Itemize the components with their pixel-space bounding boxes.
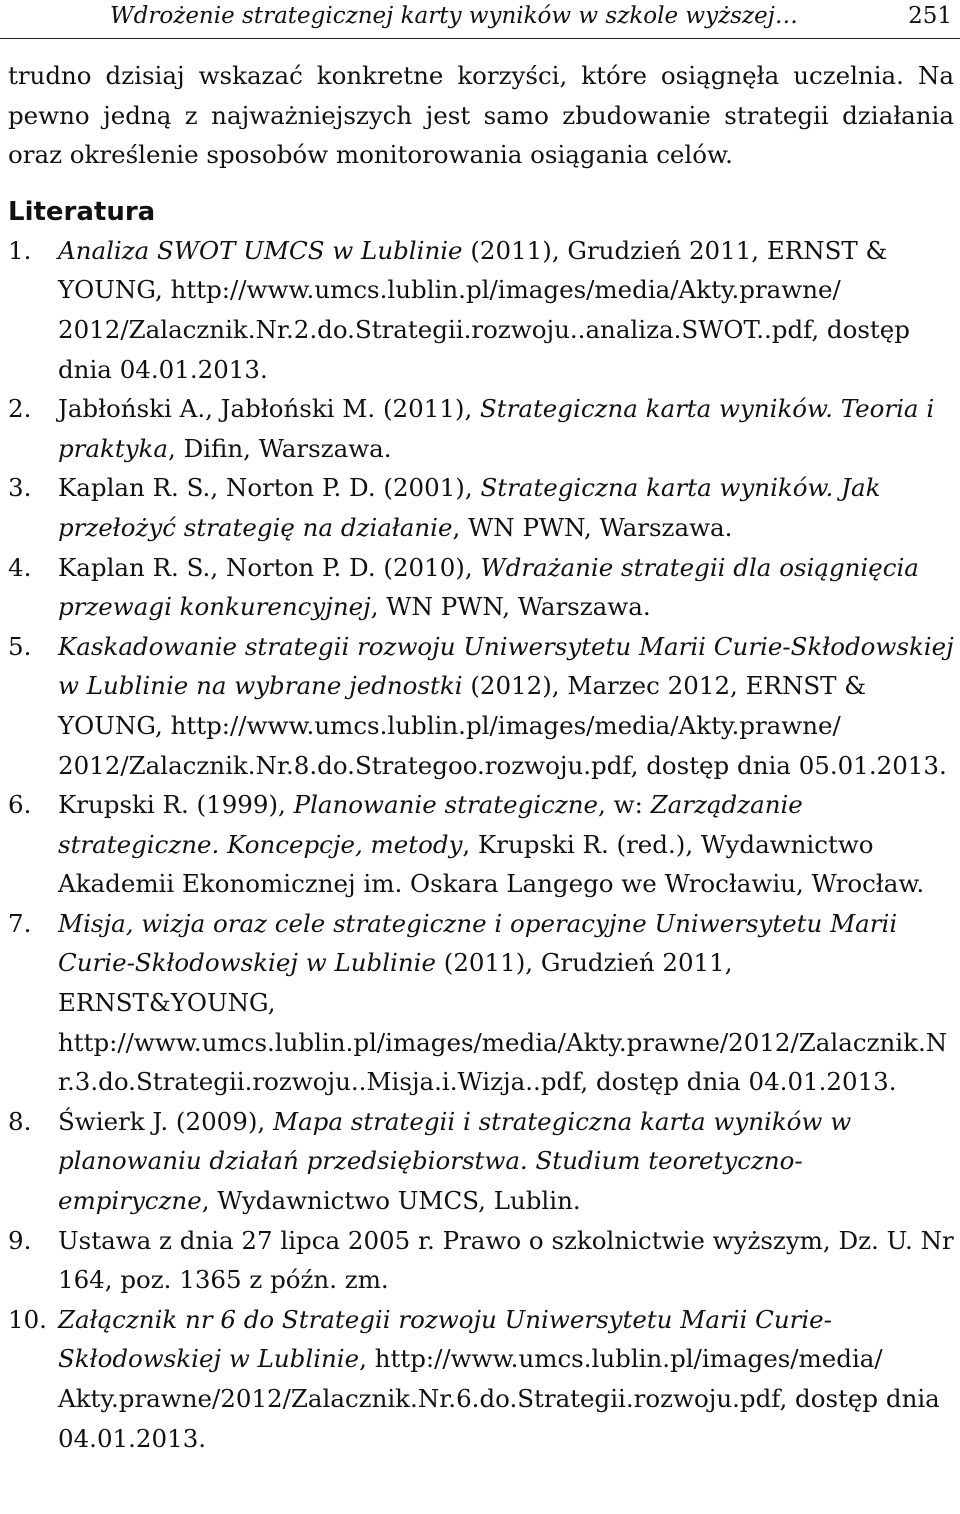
- page-number: 251: [908, 3, 952, 29]
- reference-title-italic: Wdrażanie strategii dla osiągnięcia przewagi konkurencyjnej: [58, 552, 919, 622]
- reference-title-italic: Planowanie strategiczne: [293, 790, 599, 820]
- reference-text-part: Krupski R. (1999),: [58, 790, 294, 820]
- reference-text: [58, 785, 954, 904]
- reference-text: [58, 1221, 954, 1300]
- reference-item: [8, 548, 954, 627]
- reference-title-italic: Strategiczna karta wyników. Jak przełożyć strategię na działanie: [58, 473, 881, 542]
- reference-text-part: (2012), Marzec 2012, ERNST & YOUNG, http://www.umcs.lublin.pl/images/media/Akty.prawne/ 2012/Zalacznik.Nr.8.do.Strategoo.rozwoju.pdf, dostęp dnia 05.01.2013.: [58, 671, 947, 780]
- reference-title-italic: Załącznik nr 6 do Strategii rozwoju Uniwersytetu Marii Curie-Skłodowskiej w Lublinie: [58, 1304, 832, 1374]
- running-header: [0, 0, 960, 39]
- reference-number: 9.: [8, 1225, 32, 1255]
- section-heading: Literatura: [8, 196, 156, 227]
- reference-text-part: , WN PWN, Warszawa.: [370, 592, 651, 622]
- reference-item: [8, 627, 954, 785]
- reference-text-part: , Wydawnictwo UMCS, Lublin.: [201, 1186, 581, 1216]
- reference-number: 1.: [8, 235, 32, 265]
- reference-text: [58, 468, 954, 547]
- reference-text-part: , http://www.umcs.lublin.pl/images/media/ Akty.prawne/2012/Zalacznik.Nr.6.do.Strategii.rozwoju.pdf, dostęp dnia 04.01.2013.: [58, 1344, 940, 1453]
- reference-number: 10.: [8, 1304, 47, 1334]
- reference-number: 7.: [8, 908, 32, 938]
- reference-text: [58, 1300, 954, 1458]
- running-title: Wdrożenie strategicznej karty wyników w szkole wyższej…: [110, 3, 798, 29]
- reference-item: [8, 1221, 954, 1300]
- reference-text-part: , Difin, Warszawa.: [168, 433, 392, 463]
- reference-item: [8, 231, 954, 389]
- reference-text: [58, 548, 954, 627]
- reference-title-italic: Mapa strategii i strategiczna karta wyników w planowaniu działań przedsiębiorstwa. Studium teoretyczno-empiryczne: [58, 1106, 852, 1216]
- page-body: [8, 56, 954, 1458]
- reference-text: [58, 231, 954, 389]
- reference-text-part: (2011), Grudzień 2011, ERNST&YOUNG, http://www.umcs.lublin.pl/images/media/Akty.prawne/2012/Zalacznik.Nr.3.do.Strategii.rozwoju..Misja.i.Wizja..pdf, dostęp dnia 04.01.2013.: [58, 948, 948, 1097]
- reference-item: [8, 904, 954, 1102]
- reference-title-italic: Analiza SWOT UMCS w Lublinie: [58, 235, 463, 265]
- reference-title-italic: Kaskadowanie strategii rozwoju Uniwersytetu Marii Curie-Skłodowskiej w Lublinie na wybrane jednostki: [58, 631, 954, 701]
- reference-text-part: , w:: [598, 790, 651, 820]
- reference-title-italic: Strategiczna karta wyników. Teoria i praktyka: [58, 394, 935, 463]
- reference-text: [58, 1102, 954, 1221]
- reference-item: [8, 785, 954, 904]
- reference-item: [8, 1102, 954, 1221]
- reference-number: 6.: [8, 790, 32, 820]
- reference-text-part: Jabłoński A., Jabłoński M. (2011),: [58, 394, 481, 424]
- reference-text-part: , Krupski R. (red.), Wydawnictwo Akademii Ekonomicznej im. Oskara Langego we Wrocławiu, Wrocław.: [58, 829, 925, 899]
- reference-list: [8, 231, 954, 1458]
- reference-title-italic: Zarządzanie strategiczne. Koncepcje, metody: [58, 790, 803, 859]
- reference-item: [8, 468, 954, 547]
- intro-paragraph: trudno dzisiaj wskazać konkretne korzyści, które osiągnęła uczelnia. Na pewno jedną z najważniejszych jest samo zbudowanie strategii działania oraz określenie sposobów monitorowania osiągania celów.: [8, 61, 954, 170]
- reference-number: 2.: [8, 394, 32, 424]
- reference-number: 3.: [8, 473, 32, 503]
- reference-text-part: Kaplan R. S., Norton P. D. (2010),: [58, 552, 481, 582]
- reference-text-part: Ustawa z dnia 27 lipca 2005 r. Prawo o szkolnictwie wyższym, Dz. U. Nr 164, poz. 1365 z późn. zm.: [58, 1225, 954, 1295]
- reference-text-part: (2011), Grudzień 2011, ERNST & YOUNG, http://www.umcs.lublin.pl/images/media/Akty.prawne/ 2012/Zalacznik.Nr.2.do.Strategii.rozwoju..analiza.SWOT..pdf, dostęp dnia 04.01.2013.: [58, 235, 910, 384]
- reference-item: [8, 389, 954, 468]
- reference-item: [8, 1300, 954, 1458]
- reference-number: 5.: [8, 631, 32, 661]
- reference-text-part: Kaplan R. S., Norton P. D. (2001),: [58, 473, 481, 503]
- reference-text: [58, 627, 954, 785]
- reference-text: [58, 389, 954, 468]
- reference-number: 4.: [8, 552, 32, 582]
- reference-text: [58, 904, 954, 1102]
- reference-text-part: Świerk J. (2009),: [58, 1106, 273, 1136]
- reference-number: 8.: [8, 1106, 32, 1136]
- reference-text-part: , WN PWN, Warszawa.: [452, 512, 733, 542]
- reference-title-italic: Misja, wizja oraz cele strategiczne i operacyjne Uniwersytetu Marii Curie-Skłodowskiej w Lublinie: [58, 908, 898, 978]
